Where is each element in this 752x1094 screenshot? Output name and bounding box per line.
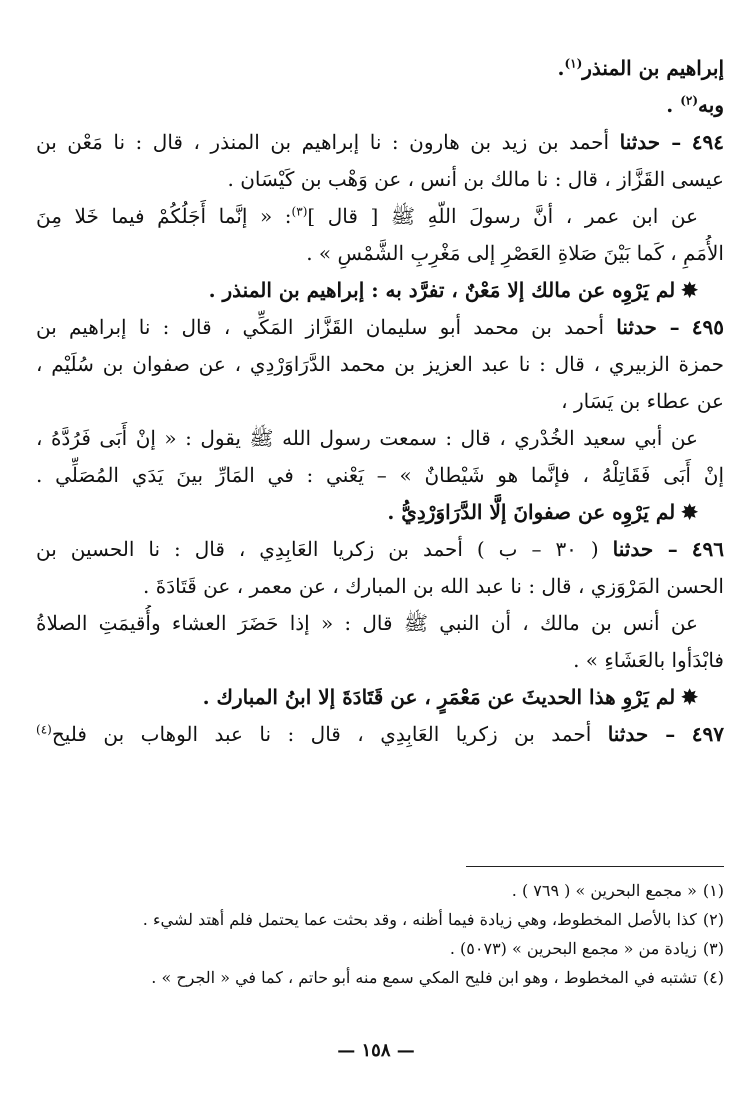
hadith-495-comment: ✸لم يَرْوِه عن صفوانَ إلَّا الدَّرَاوَرْدِيُّ . [387,500,698,524]
hadith-494-isnad-line-2: عيسى القَزَّاز ، قال : نا مالك بن أنس ، عن وَهْب بن كَيْسَان . [227,167,724,191]
hadith-lead: – حدثنا [612,537,678,561]
hadith-494-matn-line-1: عن ابن عمر ، أنَّ رسولَ اللّهِ ﷺ [ قال ]$^{(٣)}$: « إنَّما أَجَلُكُمْ فيما خَلا مِنَ [36,204,698,228]
manuscript-ref: ( ٣٠ – ب ) [476,537,599,561]
hadith-496-matn-line-1: عن أنس بن مالك ، أن النبي ﷺ قال : « إذا حَضَرَ العشاء وأُقيمَتِ الصلاةُ [36,611,698,635]
hadith-494-matn-line-2: الأُمَمِ ، كَما بَيْنَ صَلاةِ العَصْرِ إلى مَغْرِبِ الشَّمْسِ » . [306,241,724,265]
ornament-icon: ✸ [681,278,698,302]
footnote-ref-1: (١) [564,56,583,71]
hadith-number: ٤٩٥ [691,315,724,339]
hadith-496-matn-line-2: فابْدَأوا بالعَشَاءِ » . [573,648,724,672]
hadith-494-isnad-line-1: ٤٩٤ – حدثنا أحمد بن زيد بن هارون : نا إبراهيم بن المنذر ، قال : نا مَعْن بن [36,130,724,154]
hadith-497-isnad-line-1: ٤٩٧ – حدثنا أحمد بن زكريا العَابِدِي ، قال : نا عبد الوهاب بن فليح$^{(٤)}$ [36,722,724,746]
wabihi-line: وبه$^{(٢)}$ . [666,93,724,117]
hadith-496-isnad-line-1: ٤٩٦ – حدثنا ( ٣٠ – ب ) أحمد بن زكريا العَابِدِي ، قال : نا الحسين بن [36,537,724,561]
hadith-number: ٤٩٦ [691,537,724,561]
hadith-495-matn-line-2: إنْ أَبَى فَقَاتِلْهُ ، فإنَّما هو شَيْطانٌ » – يَعْني : في المَارِّ بينَ يَدَي المُصَلِّي . [36,463,724,487]
hadith-496-comment: ✸لم يَرْوِ هذا الحديثَ عن مَعْمَرٍ ، عن قَتَادَةَ إلا ابنُ المبارك . [202,685,698,709]
hadith-495-isnad-line-1: ٤٩٥ – حدثنا أحمد بن محمد أبو سليمان القَزَّاز المَكِّي ، قال : نا إبراهيم بن [36,315,724,339]
hadith-494-comment: ✸لم يَرْوِه عن مالك إلا مَعْنٌ ، تفرَّد به : إبراهيم بن المنذر . [208,278,698,302]
footnote-ref-2: (٢) [680,93,699,108]
hadith-495-matn-line-1: عن أبي سعيد الخُدْري ، قال : سمعت رسول الله ﷺ يقول : « إنْ أَبَى فَرُدَّهُ ، [36,426,698,450]
ornament-icon: ✸ [681,500,698,524]
footnote-1: (١)« مجمع البحرين » ( ٧٦٩ ) . [511,881,724,900]
footnote-4: (٤)تشتبه في المخطوط ، وهو ابن فليح المكي سمع منه أبو حاتم ، كما في « الجرح » . [151,968,724,987]
footnote-ref-3: (٣) [291,204,308,219]
hadith-lead: – حدثنا [616,315,680,339]
hadith-495-isnad-line-2: حمزة الزبيري ، قال : نا عبد العزيز بن محمد الدَّرَاوَرْدِي ، عن صفوان بن سُلَيْم ، [36,352,724,376]
hadith-number: ٤٩٧ [691,722,724,746]
chain-end-line: إبراهيم بن المنذر$^{(١)}$. [557,56,724,80]
hadith-495-isnad-line-3: عن عطاء بن يَسَار ، [561,389,724,413]
hadith-number: ٤٩٤ [691,130,724,154]
footnote-3: (٣)زيادة من « مجمع البحرين » (٥٠٧٣) . [449,939,724,958]
footnote-2: (٢)كذا بالأصل المخطوط، وهي زيادة فيما أظنه ، وقد بحثت عما يحتمل فلم أهتد لشيء . [142,910,724,929]
footnotes [36,876,724,992]
page-number: — ١٥٨ — [337,1040,415,1061]
footnote-divider [466,866,724,867]
hadith-lead: – حدثنا [607,722,676,746]
hadith-496-isnad-line-2: الحسن المَرْوَزي ، قال : نا عبد الله بن المبارك ، عن معمر ، عن قَتَادَةَ . [143,574,724,598]
footnote-ref-4: (٤) [36,722,52,737]
hadith-lead: – حدثنا [619,130,682,154]
ornament-icon: ✸ [681,685,698,709]
